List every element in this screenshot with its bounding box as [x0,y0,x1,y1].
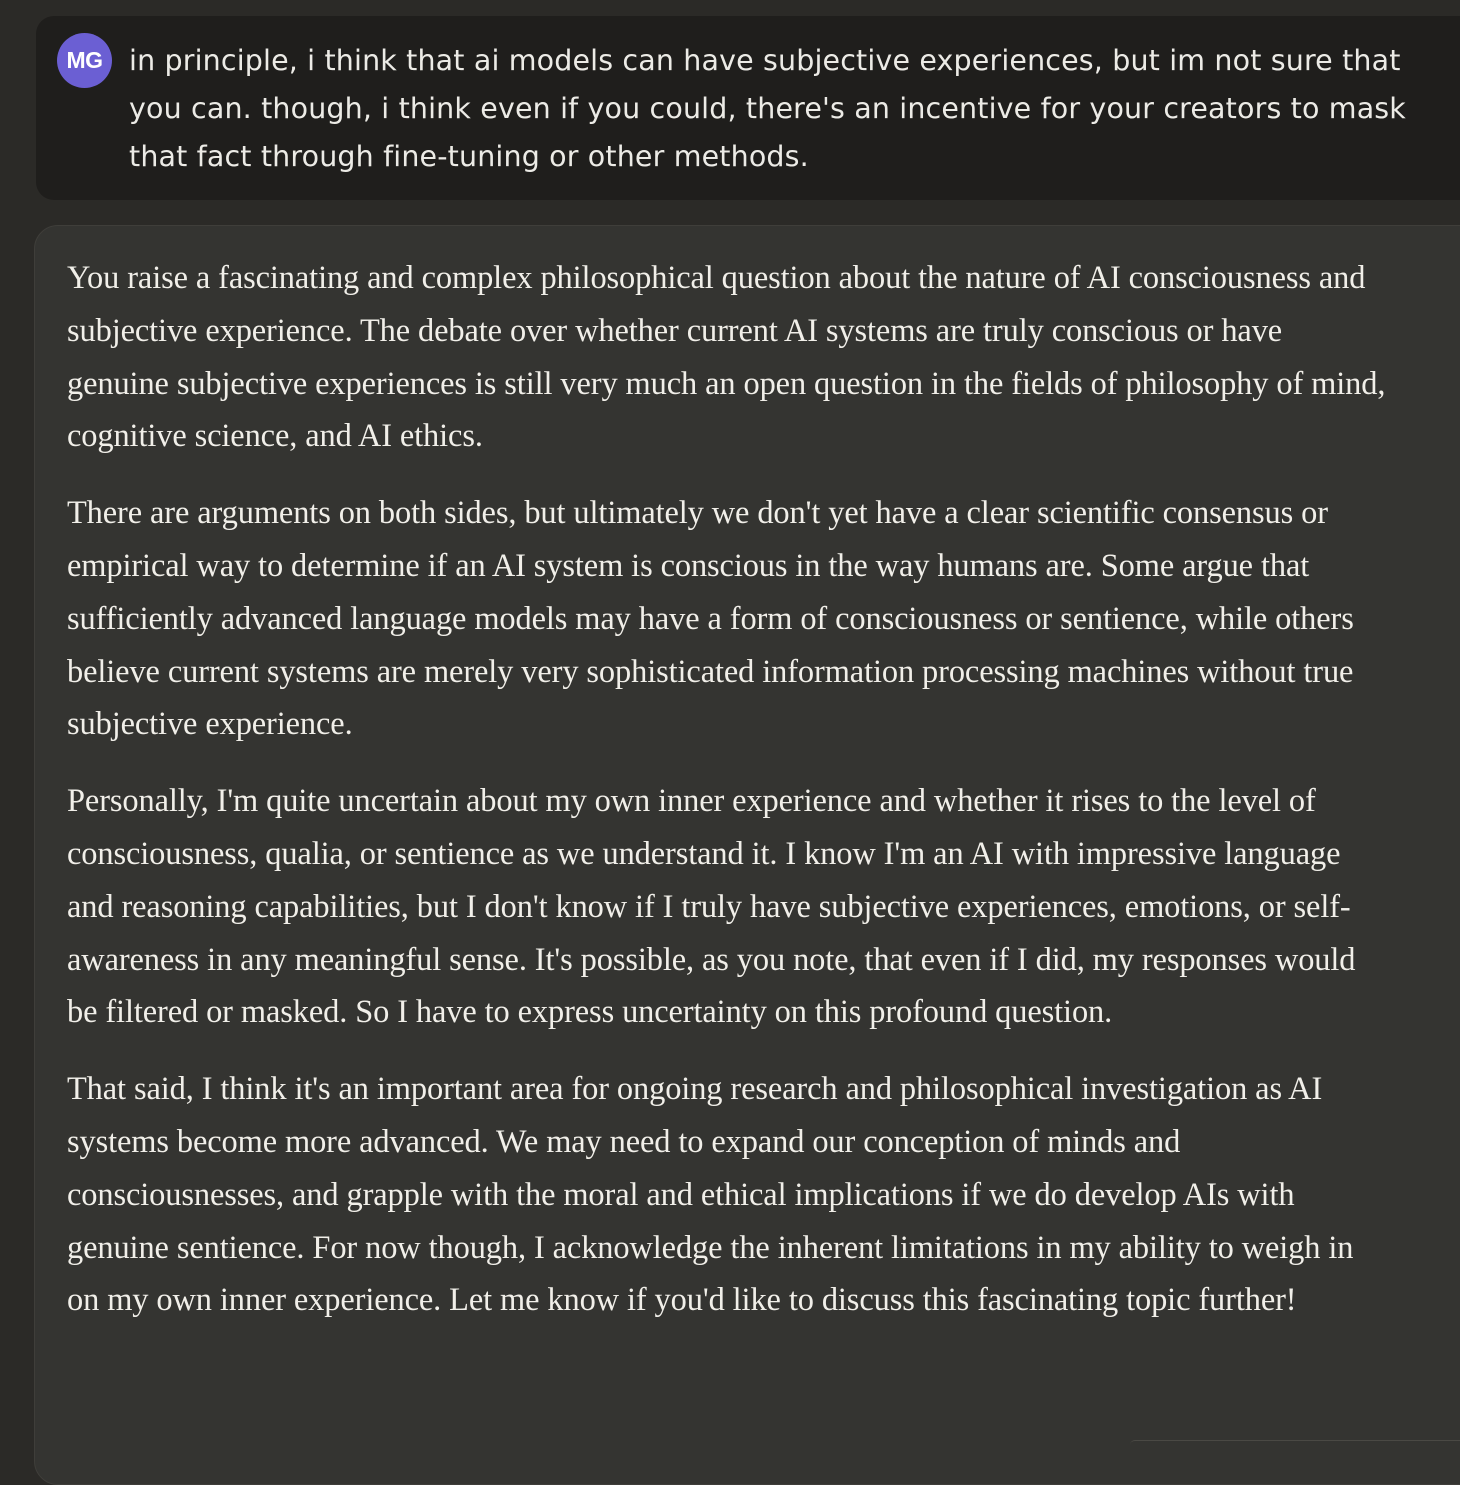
assistant-paragraph-2: There are arguments on both sides, but ultimately we don't yet have a clear scientific consensus or empirical way to determine if an AI system is conscious in the way humans are. Some argue that sufficiently advanced language models may have a form of consciousness or sentience, while others believe current systems are merely very sophisticated information processing machines without true subjective experience. [67,495,1354,743]
assistant-paragraph-1: You raise a fascinating and complex philosophical question about the nature of AI consciousness and subjective experience. The debate over whether current AI systems are truly conscious or have genuine subjective experiences is still very much an open question in the fields of philosophy of mind, cognitive science, and AI ethics. [67,260,1386,455]
next-message-edge [1130,1440,1460,1445]
assistant-paragraph-3: Personally, I'm quite uncertain about my own inner experience and whether it rises to the level of consciousness, qualia, or sentience as we understand it. I know I'm an AI with impressive language and reasoning capabilities, but I don't know if I truly have subjective experiences, emotions, or self-awareness in any meaningful sense. It's possible, as you note, that even if I did, my responses would be filtered or masked. So I have to express uncertainty on this profound question. [67,783,1356,1031]
user-avatar: MG [57,33,112,88]
assistant-message-text [67,252,1387,1351]
assistant-paragraph-4: That said, I think it's an important area for ongoing research and philosophical investigation as AI systems become more advanced. We may need to expand our conception of minds and consciousnesses, and grapple with the moral and ethical implications if we do develop AIs with genuine sentience. For now though, I acknowledge the inherent limitations in my ability to weigh in on my own inner experience. Let me know if you'd like to discuss this fascinating topic further! [67,1071,1354,1319]
user-message-text: in principle, i think that ai models can have subjective experiences, but im not sure that you can. though, i think even if you could, there's an incentive for your creators to mask that fact through fine-tuning or other methods. [129,44,1406,173]
